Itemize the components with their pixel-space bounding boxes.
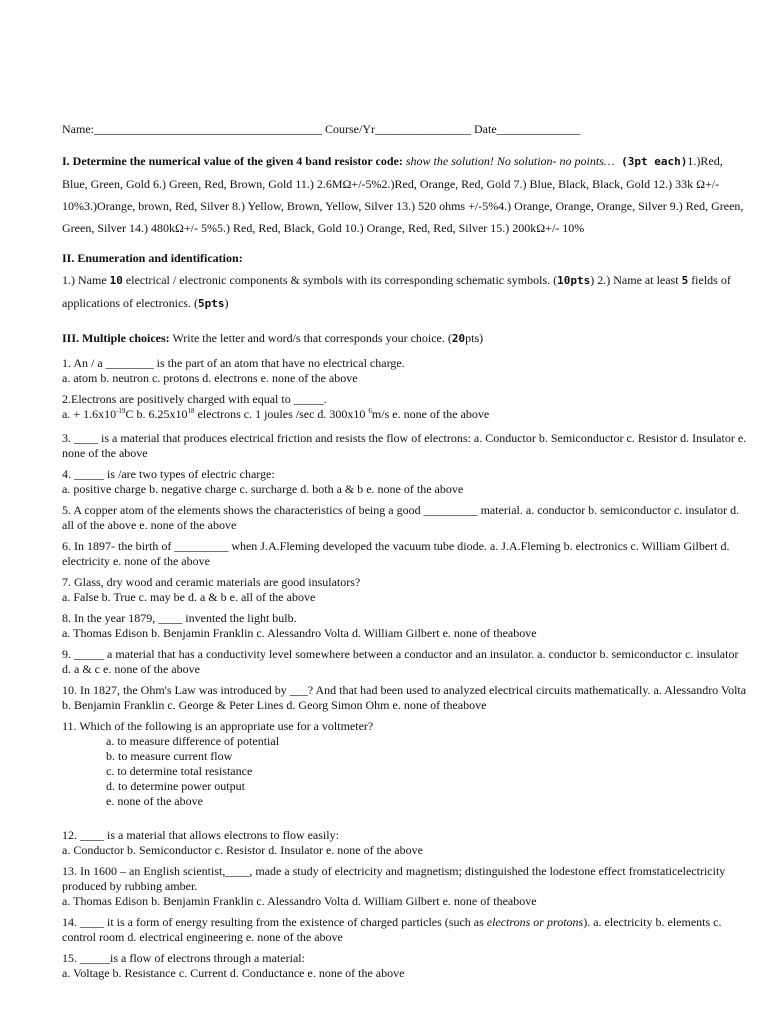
option-text: m/s e. none of the above: [371, 407, 490, 421]
course-field[interactable]: Course/Yr________________: [322, 122, 471, 136]
option-text: a. + 1.6x10: [62, 407, 117, 421]
option-text: electrons c. 1 joules /sec d. 300x10: [194, 407, 369, 421]
option-d: d. to determine power output: [106, 779, 245, 793]
question-7: [62, 575, 750, 605]
exponent: -19: [116, 407, 126, 415]
name-field[interactable]: Name:______________________________________: [62, 122, 322, 136]
exponent: 6: [368, 407, 372, 415]
question-options: a. Thomas Edison b. Benjamin Franklin c. Alessandro Volta d. William Gilbert e. none of theabove: [62, 626, 537, 640]
section-2-text: ): [224, 296, 229, 310]
question-9: 9. _____ a material that has a conductivity level somewhere between a conductor and an insulator. a. conductor b. semiconductor c. insulator d. a & c e. none of the above: [62, 647, 739, 676]
question-stem: 15. _____is a flow of electrons through a material:: [62, 951, 305, 965]
question-stem: 2.Electrons are positively charged with equal to _____.: [62, 392, 327, 406]
option-text: C b. 6.25x10: [125, 407, 188, 421]
section-2-points-5: 5pts: [197, 297, 225, 310]
question-options: a. positive charge b. negative charge c. surcharge d. both a & b e. none of the above: [62, 482, 464, 496]
question-6: 6. In 1897- the birth of _________ when J.A.Fleming developed the vacuum tube diode. a. J.A.Fleming b. electronics c. William Gilbert d. electricity e. none of the above: [62, 539, 730, 568]
section-2-text: fields of applications of electronics. (: [62, 273, 731, 310]
section-1-points: (3pt each): [614, 155, 688, 168]
section-3-instruction: Write the letter and word/s that corresponds your choice. (: [169, 331, 452, 345]
section-3-points: 20: [451, 332, 466, 345]
section-2-title: II. Enumeration and identification:: [62, 251, 243, 265]
section-2-text: ) 2.) Name at least: [590, 273, 682, 287]
question-options: a. atom b. neutron c. protons d. electrons e. none of the above: [62, 371, 358, 385]
question-14: [62, 915, 750, 945]
question-options: a. False b. True c. may be d. a & b e. all of the above: [62, 590, 316, 604]
section-2-text: 1.) Name: [62, 273, 110, 287]
question-12: [62, 828, 750, 858]
question-text-italic: electrons or protons: [486, 915, 584, 929]
section-2-text: electrical / electronic components & symbols with its corresponding schematic symbols. (: [122, 273, 558, 287]
question-5: 5. A copper atom of the elements shows the characteristics of being a good _________ material. a. conductor b. semiconductor c. insulator d. all of the above e. none of the above: [62, 503, 740, 532]
question-13: [62, 864, 750, 909]
question-text: ). a. electricity b. elements c. control room d. electrical engineering e. none of the above: [62, 915, 722, 944]
option-a: a. to measure difference of potential: [106, 734, 280, 748]
question-stem: 8. In the year 1879, ____ invented the light bulb.: [62, 611, 297, 625]
section-2-count-10: 10: [109, 274, 123, 287]
question-stem: 11. Which of the following is an appropriate use for a voltmeter?: [62, 719, 374, 733]
section-3-header: [62, 327, 750, 350]
section-3-text: pts): [465, 331, 484, 345]
section-2-body: [62, 269, 750, 315]
question-1: [62, 356, 750, 386]
question-options: a. Conductor b. Semiconductor c. Resistor d. Insulator e. none of the above: [62, 843, 423, 857]
question-options: [62, 407, 750, 422]
question-options: a. Thomas Edison b. Benjamin Franklin c. Alessandro Volta d. William Gilbert e. none of theabove: [62, 894, 537, 908]
question-2: [62, 392, 750, 422]
date-field[interactable]: Date______________: [471, 122, 581, 136]
section-1-instruction: show the solution! No solution- no points…: [402, 154, 615, 168]
question-options: a. Voltage b. Resistance c. Current d. Conductance e. none of the above: [62, 966, 405, 980]
section-2-points-10: 10pts: [557, 274, 591, 287]
section-2-title-row: [62, 247, 750, 269]
question-stem: 1. An / a ________ is the part of an atom that have no electrical charge.: [62, 356, 405, 370]
question-15: [62, 951, 750, 981]
section-1: [62, 150, 750, 239]
question-stem: 12. ____ is a material that allows electrons to flow easily:: [62, 828, 339, 842]
header-row: [62, 122, 750, 137]
question-10: 10. In 1827, the Ohm's Law was introduced by ___? And that had been used to analyzed electrical circuits mathematically. a. Alessandro Volta b. Benjamin Franklin c. George & Peter Lines d. Georg Simon Ohm e. none of theabove: [62, 683, 747, 712]
worksheet-page: [62, 122, 750, 981]
option-c: c. to determine total resistance: [106, 764, 253, 778]
section-1-title: I. Determine the numerical value of the given 4 band resistor code:: [62, 154, 403, 168]
question-4: [62, 467, 750, 497]
option-b: b. to measure current flow: [106, 749, 233, 763]
exponent: 18: [187, 407, 195, 415]
question-stem: 4. _____ is /are two types of electric charge:: [62, 467, 275, 481]
question-3: 3. ____ is a material that produces electrical friction and resists the flow of electrons: a. Conductor b. Semiconductor c. Resistor d. Insulator e. none of the above: [62, 431, 747, 460]
question-stem: 13. In 1600 – an English scientist,____, made a study of electricity and magnetism; distinguished the lodestone effect fromstaticelectricity produced by rubbing amber.: [62, 864, 726, 893]
question-8: [62, 611, 750, 641]
section-3-title: III. Multiple choices:: [62, 331, 170, 345]
question-11: [62, 719, 750, 809]
option-e: e. none of the above: [106, 794, 203, 808]
question-stem: 7. Glass, dry wood and ceramic materials are good insulators?: [62, 575, 361, 589]
section-2-count-5: 5: [681, 274, 689, 287]
section-1-body: 1.)Red, Blue, Green, Gold 6.) Green, Red, Brown, Gold 11.) 2.6MΩ+/-5%2.)Red, Orange, Red, Gold 7.) Blue, Black, Black, Gold 12.) 33k Ω+/- 10%3.)Orange, brown, Red, Silver 8.) Yellow, Brown, Yellow, Silver 13.) 520 ohms +/-5%4.) Orange, Orange, Orange, Silver 9.) Red, Green, Green, Silver 14.) 480kΩ+/- 5%5.) Red, Red, Black, Gold 10.) Orange, Red, Red, Silver 15.) 200kΩ+/- 10%: [62, 154, 744, 235]
question-text: 14. ____ it is a form of energy resulting from the existence of charged particles (such as: [62, 915, 487, 929]
